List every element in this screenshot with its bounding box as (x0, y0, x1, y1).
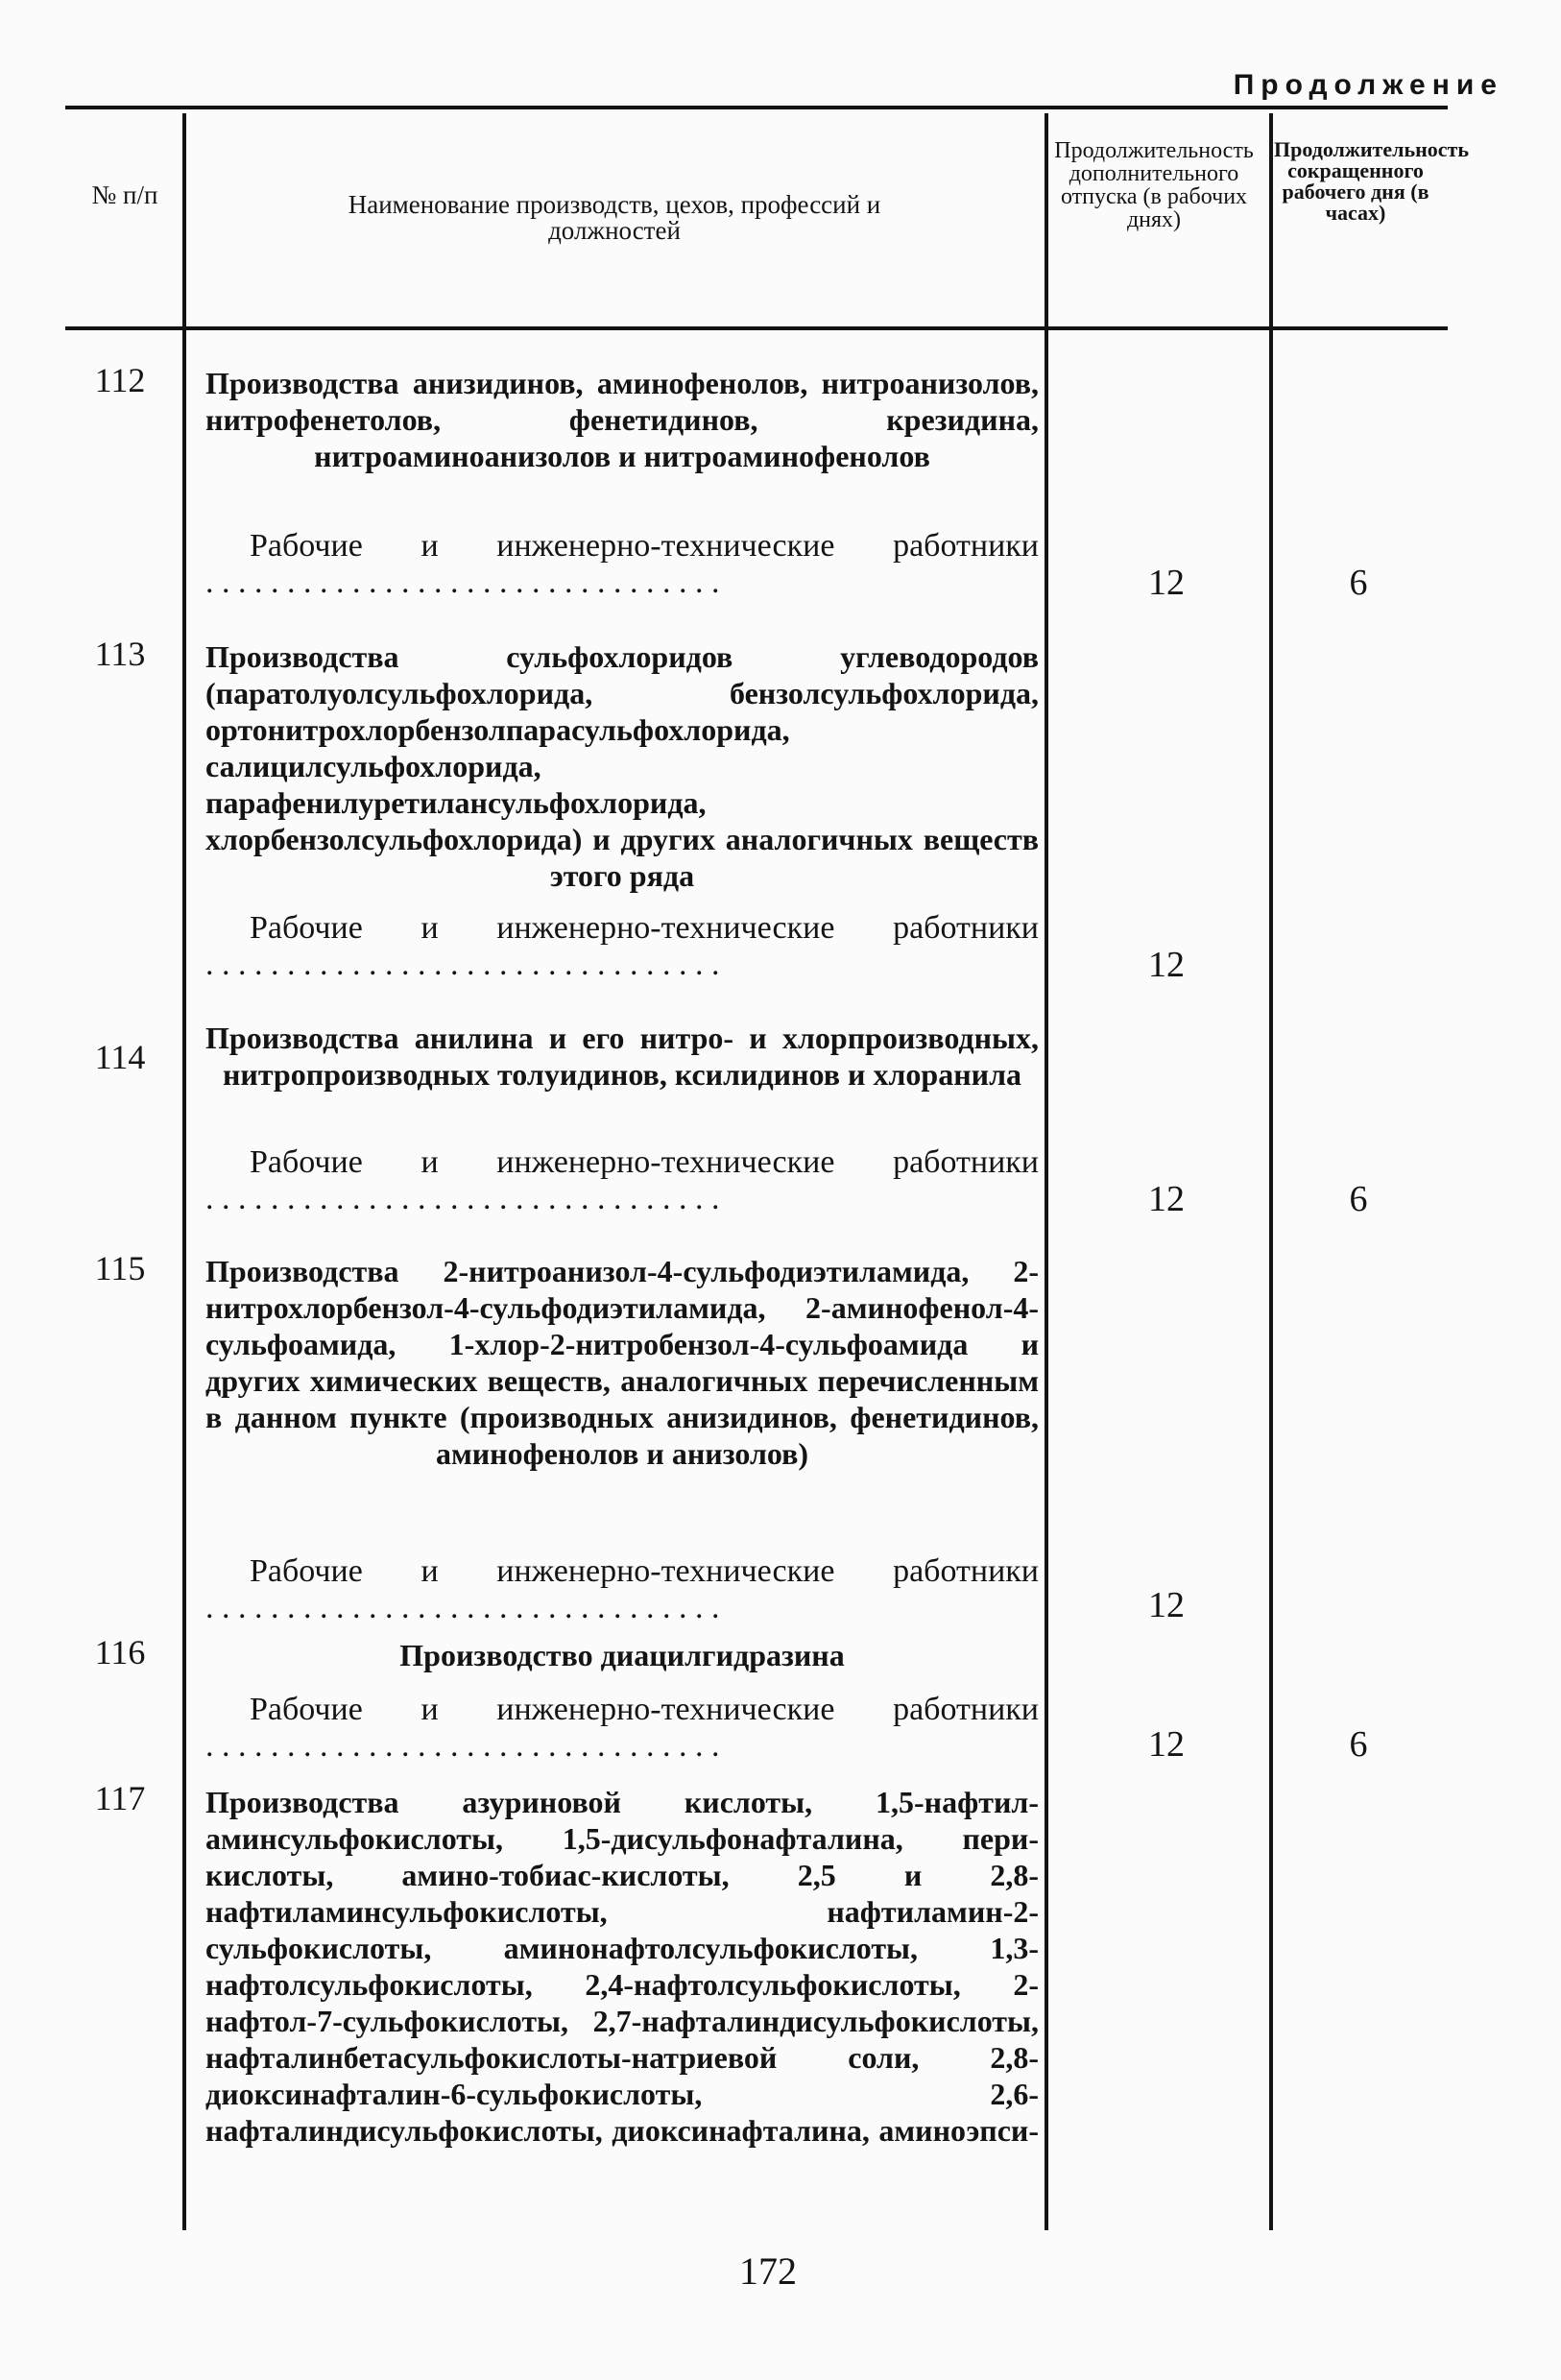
row-number: 116 (94, 1633, 146, 1671)
column-header-short-day: Продолжительность сокращенного рабочего дня (в часах) (1274, 137, 1469, 225)
short-day-value: 6 (1349, 563, 1368, 603)
workers-label: Рабочие и инженерно-технические работники (250, 1692, 1039, 1727)
extra-leave-value: 12 (1148, 1179, 1185, 1219)
workers-label: Рабочие и инженерно-технические работники (250, 1553, 1039, 1589)
extra-leave-value: 12 (1148, 1724, 1185, 1765)
column-header-name: Наименование производств, цехов, профессий и должностей (348, 190, 881, 245)
worker-line (205, 1553, 1039, 1626)
workers-label: Рабочие и инженерно-технические работники (250, 1144, 1039, 1180)
column-divider-1 (182, 113, 186, 2230)
extra-leave-value: 12 (1148, 1585, 1185, 1625)
short-day-value: 6 (1349, 1724, 1368, 1765)
row-number: 113 (94, 635, 146, 673)
header-bottom-rule (65, 326, 1448, 330)
production-title: Производство диацилгидразина (399, 1638, 845, 1672)
dot-leader: . . . . . . . . . . . . . . . . . . . . . . . . . . . . . . . . (205, 1590, 720, 1625)
column-divider-2 (1045, 113, 1048, 2230)
page-continuation-header: Продолжение (1233, 69, 1503, 101)
production-title: Производства 2-нитроанизол-4-сульфодиэтиламида, 2-нитрохлорбензол-4-сульфодиэтиламида, 2-аминофенол-4-сульфоамида, 1-хлор-2-нитробензол-4-сульфоамида и других химических веществ, аналогичных перечисленным в данном пункте (производных анизидинов, фенетидинов, аминофенолов и анизолов) (205, 1254, 1039, 1471)
extra-leave-value: 12 (1148, 945, 1185, 985)
column-divider-3 (1269, 113, 1273, 2230)
page-number: 172 (739, 2249, 797, 2293)
worker-line (205, 1144, 1039, 1217)
row-number: 112 (94, 361, 146, 399)
row-number: 117 (94, 1779, 146, 1817)
row-number: 114 (94, 1038, 146, 1076)
workers-label: Рабочие и инженерно-технические работники (250, 910, 1039, 946)
production-title: Производства анилина и его нитро- и хлорпроизводных, нитропроизводных толуидинов, ксилидинов и хлоранила (205, 1021, 1039, 1092)
row-number: 115 (94, 1249, 146, 1287)
worker-line (205, 910, 1039, 983)
production-title: Производства анизидинов, аминофенолов, нитроанизолов, нитрофенетолов, фенетидинов, крезидина, нитроаминоанизолов и нитроаминофенолов (205, 366, 1039, 473)
dot-leader: . . . . . . . . . . . . . . . . . . . . . . . . . . . . . . . . (205, 565, 720, 600)
production-title: Производства сульфохлоридов углеводородов (паратолуолсульфохлорида, бензолсульфохлорида, ортонитрохлорбензолпарасульфохлорида, салицилсульфохлорида, парафенилуретилансульфохлорида, хлорбензолсульфохлорида) и других аналогичных веществ этого ряда (205, 639, 1039, 893)
worker-line (205, 1692, 1039, 1765)
dot-leader: . . . . . . . . . . . . . . . . . . . . . . . . . . . . . . . . (205, 1181, 720, 1216)
dot-leader: . . . . . . . . . . . . . . . . . . . . . . . . . . . . . . . . (205, 1728, 720, 1764)
workers-label: Рабочие и инженерно-технические работники (250, 528, 1039, 564)
extra-leave-value: 12 (1148, 563, 1185, 603)
column-header-number: № п/п (91, 180, 158, 209)
worker-line (205, 528, 1039, 601)
table-top-rule (65, 106, 1448, 109)
column-header-extra-leave: Продолжительность дополнительного отпуска (в рабочих днях) (1054, 138, 1254, 232)
production-title: Производства азуриновой кислоты, 1,5-нафтил-аминсульфокислоты, 1,5-дисульфонафталина, пери-кислоты, амино-тобиас-кислоты, 2,5 и 2,8-нафтиламинсульфокислоты, нафтиламин-2-сульфокислоты, аминонафтолсульфокислоты, 1,3-нафтолсульфокислоты, 2,4-нафтолсульфокислоты, 2-нафтол-7-сульфокислоты, 2,7-нафталиндисульфокислоты, нафталинбетасульфокислоты-натриевой соли, 2,8-диоксинафталин-6-сульфокислоты, 2,6-нафталиндисульфокислоты, диоксинафталина, аминоэпси- (205, 1785, 1039, 2148)
dot-leader: . . . . . . . . . . . . . . . . . . . . . . . . . . . . . . . . (205, 947, 720, 982)
short-day-value: 6 (1349, 1179, 1368, 1219)
